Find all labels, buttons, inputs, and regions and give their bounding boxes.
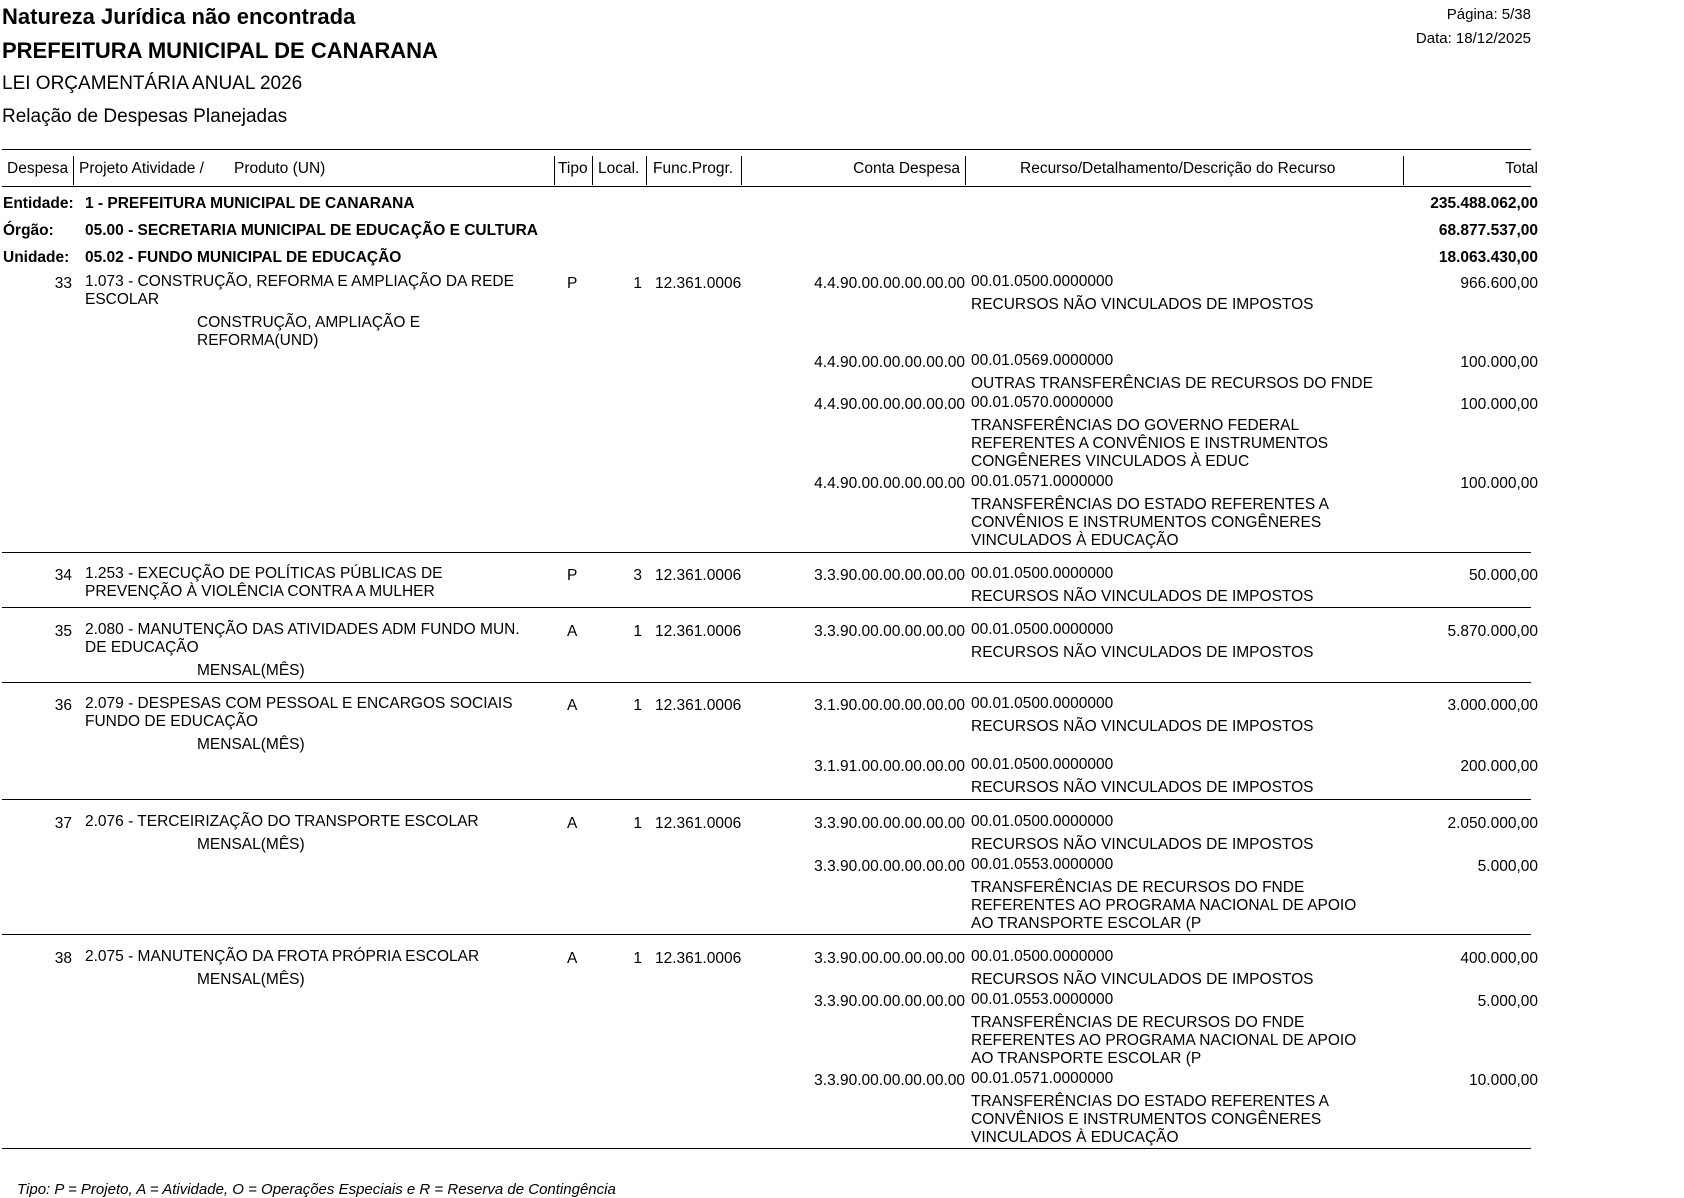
function-program: 12.361.0006 (655, 567, 742, 584)
col-header-projeto: Projeto Atividade / (79, 160, 204, 177)
row-separator (2, 682, 1531, 683)
project-title-cont: FUNDO DE EDUCAÇÃO (85, 713, 259, 730)
project-title-cont: DE EDUCAÇÃO (85, 639, 199, 656)
col-header-total: Total (1505, 160, 1538, 177)
resource-code: 00.01.0500.0000000 (971, 756, 1114, 773)
resource-code: 00.01.0500.0000000 (971, 621, 1114, 638)
unit-total: 18.063.430,00 (1438, 249, 1538, 266)
expense-number: 38 (54, 950, 72, 967)
project-title: 1.253 - EXECUÇÃO DE POLÍTICAS PÚBLICAS DE (85, 565, 443, 582)
product-name: MENSAL(MÊS) (197, 736, 305, 753)
line-total: 5.000,00 (1477, 993, 1538, 1010)
resource-description: CONVÊNIOS E INSTRUMENTOS CONGÊNERES (971, 514, 1322, 531)
resource-description: RECURSOS NÃO VINCULADOS DE IMPOSTOS (971, 588, 1314, 605)
expense-account: 3.3.90.00.00.00.00.00 (814, 623, 965, 640)
resource-description: RECURSOS NÃO VINCULADOS DE IMPOSTOS (971, 779, 1314, 796)
col-header-tipo: Tipo (558, 160, 588, 177)
expense-number: 34 (54, 567, 72, 584)
project-title-cont: PREVENÇÃO À VIOLÊNCIA CONTRA A MULHER (85, 583, 435, 600)
table-header-rule (2, 186, 1531, 187)
resource-description: TRANSFERÊNCIAS DO ESTADO REFERENTES A (971, 1093, 1329, 1110)
col-header-despesa: Despesa (7, 160, 69, 177)
project-title: 2.075 - MANUTENÇÃO DA FROTA PRÓPRIA ESCOLAR (85, 948, 480, 965)
column-divider (965, 156, 966, 185)
resource-code: 00.01.0553.0000000 (971, 856, 1114, 873)
product-name: CONSTRUÇÃO, AMPLIAÇÃO E (197, 314, 421, 331)
resource-description: AO TRANSPORTE ESCOLAR (P (971, 1050, 1202, 1067)
function-program: 12.361.0006 (655, 623, 742, 640)
expense-account: 3.3.90.00.00.00.00.00 (814, 950, 965, 967)
resource-description: OUTRAS TRANSFERÊNCIAS DE RECURSOS DO FNDE (971, 375, 1373, 392)
resource-code: 00.01.0571.0000000 (971, 1070, 1114, 1087)
resource-description: RECURSOS NÃO VINCULADOS DE IMPOSTOS (971, 718, 1314, 735)
resource-description: AO TRANSPORTE ESCOLAR (P (971, 915, 1202, 932)
project-title-cont: ESCOLAR (85, 291, 160, 308)
function-program: 12.361.0006 (655, 950, 742, 967)
row-separator (2, 552, 1531, 553)
organ-total: 68.877.537,00 (1438, 222, 1538, 239)
expense-account: 4.4.90.00.00.00.00.00 (814, 396, 965, 413)
line-total: 100.000,00 (1460, 354, 1538, 371)
column-divider (592, 156, 593, 185)
function-program: 12.361.0006 (655, 697, 742, 714)
resource-description: VINCULADOS À EDUCAÇÃO (971, 1129, 1179, 1146)
col-header-conta: Conta Despesa (853, 160, 960, 177)
line-total: 2.050.000,00 (1447, 815, 1538, 832)
resource-description: VINCULADOS À EDUCAÇÃO (971, 532, 1179, 549)
resource-code: 00.01.0500.0000000 (971, 695, 1114, 712)
location-code: 1 (633, 815, 642, 832)
row-separator (2, 799, 1531, 800)
location-code: 3 (633, 567, 642, 584)
resource-description: CONVÊNIOS E INSTRUMENTOS CONGÊNERES (971, 1111, 1322, 1128)
resource-description: CONGÊNERES VINCULADOS À EDUC (971, 453, 1250, 470)
expense-number: 33 (54, 275, 72, 292)
resource-description: RECURSOS NÃO VINCULADOS DE IMPOSTOS (971, 644, 1314, 661)
unit-name: 05.02 - FUNDO MUNICIPAL DE EDUCAÇÃO (85, 249, 402, 266)
expense-account: 4.4.90.00.00.00.00.00 (814, 354, 965, 371)
unit-label: Unidade: (3, 249, 70, 266)
location-code: 1 (633, 697, 642, 714)
expense-account: 3.3.90.00.00.00.00.00 (814, 858, 965, 875)
column-divider (646, 156, 647, 185)
resource-code: 00.01.0569.0000000 (971, 352, 1114, 369)
report-title-law: LEI ORÇAMENTÁRIA ANUAL 2026 (2, 73, 303, 94)
column-divider (741, 156, 742, 185)
type-code: A (567, 815, 578, 832)
resource-description: TRANSFERÊNCIAS DE RECURSOS DO FNDE (971, 1014, 1305, 1031)
type-code: A (567, 697, 578, 714)
resource-description: TRANSFERÊNCIAS DO ESTADO REFERENTES A (971, 496, 1329, 513)
resource-code: 00.01.0553.0000000 (971, 991, 1114, 1008)
expense-account: 3.3.90.00.00.00.00.00 (814, 993, 965, 1010)
product-name: MENSAL(MÊS) (197, 836, 305, 853)
line-total: 100.000,00 (1460, 396, 1538, 413)
row-separator (2, 607, 1531, 608)
resource-description: REFERENTES AO PROGRAMA NACIONAL DE APOIO (971, 1032, 1357, 1049)
resource-description: TRANSFERÊNCIAS DO GOVERNO FEDERAL (971, 417, 1300, 434)
product-name-cont: REFORMA(UND) (197, 332, 319, 349)
col-header-func: Func.Progr. (653, 160, 734, 177)
col-header-produto: Produto (UN) (234, 160, 326, 177)
type-code: P (567, 567, 578, 584)
type-legend: Tipo: P = Projeto, A = Atividade, O = Operações Especiais e R = Reserva de Contingência (17, 1181, 616, 1198)
expense-account: 3.1.91.00.00.00.00.00 (814, 758, 965, 775)
col-header-local: Local. (598, 160, 640, 177)
project-title: 2.079 - DESPESAS COM PESSOAL E ENCARGOS SOCIAIS (85, 695, 513, 712)
line-total: 5.870.000,00 (1447, 623, 1538, 640)
report-date: Data: 18/12/2025 (1415, 30, 1531, 47)
report-title-nature: Natureza Jurídica não encontrada (2, 4, 356, 29)
expense-number: 35 (54, 623, 72, 640)
expense-account: 3.3.90.00.00.00.00.00 (814, 567, 965, 584)
col-header-recurso: Recurso/Detalhamento/Descrição do Recurso (1020, 160, 1336, 177)
expense-account: 3.3.90.00.00.00.00.00 (814, 815, 965, 832)
expense-account: 4.4.90.00.00.00.00.00 (814, 475, 965, 492)
expense-number: 37 (54, 815, 72, 832)
location-code: 1 (633, 623, 642, 640)
resource-description: RECURSOS NÃO VINCULADOS DE IMPOSTOS (971, 971, 1314, 988)
project-title: 2.076 - TERCEIRIZAÇÃO DO TRANSPORTE ESCOLAR (85, 813, 479, 830)
line-total: 200.000,00 (1460, 758, 1538, 775)
organ-label: Órgão: (3, 222, 54, 239)
type-code: A (567, 623, 578, 640)
column-divider (73, 156, 74, 185)
type-code: P (567, 275, 578, 292)
page-number: Página: 5/38 (1446, 6, 1531, 23)
line-total: 5.000,00 (1477, 858, 1538, 875)
function-program: 12.361.0006 (655, 815, 742, 832)
line-total: 3.000.000,00 (1447, 697, 1538, 714)
product-name: MENSAL(MÊS) (197, 662, 305, 679)
function-program: 12.361.0006 (655, 275, 742, 292)
resource-description: REFERENTES AO PROGRAMA NACIONAL DE APOIO (971, 897, 1357, 914)
line-total: 50.000,00 (1469, 567, 1538, 584)
location-code: 1 (633, 275, 642, 292)
resource-code: 00.01.0500.0000000 (971, 565, 1114, 582)
expense-account: 3.1.90.00.00.00.00.00 (814, 697, 965, 714)
expense-account: 4.4.90.00.00.00.00.00 (814, 275, 965, 292)
table-bottom-rule (2, 1148, 1531, 1149)
table-top-rule (2, 149, 1531, 150)
resource-code: 00.01.0500.0000000 (971, 273, 1114, 290)
resource-code: 00.01.0500.0000000 (971, 948, 1114, 965)
organ-name: 05.00 - SECRETARIA MUNICIPAL DE EDUCAÇÃO E CULTURA (85, 222, 538, 239)
resource-description: RECURSOS NÃO VINCULADOS DE IMPOSTOS (971, 296, 1314, 313)
type-code: A (567, 950, 578, 967)
report-title-subtitle: Relação de Despesas Planejadas (2, 106, 288, 127)
location-code: 1 (633, 950, 642, 967)
project-title: 2.080 - MANUTENÇÃO DAS ATIVIDADES ADM FUNDO MUN. (85, 621, 520, 638)
column-divider (1403, 156, 1404, 185)
line-total: 100.000,00 (1460, 475, 1538, 492)
resource-description: RECURSOS NÃO VINCULADOS DE IMPOSTOS (971, 836, 1314, 853)
row-separator (2, 934, 1531, 935)
resource-description: REFERENTES A CONVÊNIOS E INSTRUMENTOS (971, 435, 1329, 452)
line-total: 966.600,00 (1460, 275, 1538, 292)
resource-code: 00.01.0570.0000000 (971, 394, 1114, 411)
line-total: 400.000,00 (1460, 950, 1538, 967)
expense-number: 36 (54, 697, 72, 714)
product-name: MENSAL(MÊS) (197, 971, 305, 988)
resource-description: TRANSFERÊNCIAS DE RECURSOS DO FNDE (971, 879, 1305, 896)
report-title-municipality: PREFEITURA MUNICIPAL DE CANARANA (2, 38, 438, 63)
expense-account: 3.3.90.00.00.00.00.00 (814, 1072, 965, 1089)
resource-code: 00.01.0571.0000000 (971, 473, 1114, 490)
project-title: 1.073 - CONSTRUÇÃO, REFORMA E AMPLIAÇÃO DA REDE (85, 273, 514, 290)
column-divider (554, 156, 555, 185)
entity-label: Entidade: (3, 195, 74, 212)
line-total: 10.000,00 (1469, 1072, 1538, 1089)
resource-code: 00.01.0500.0000000 (971, 813, 1114, 830)
entity-total: 235.488.062,00 (1430, 195, 1538, 212)
entity-name: 1 - PREFEITURA MUNICIPAL DE CANARANA (85, 195, 415, 212)
